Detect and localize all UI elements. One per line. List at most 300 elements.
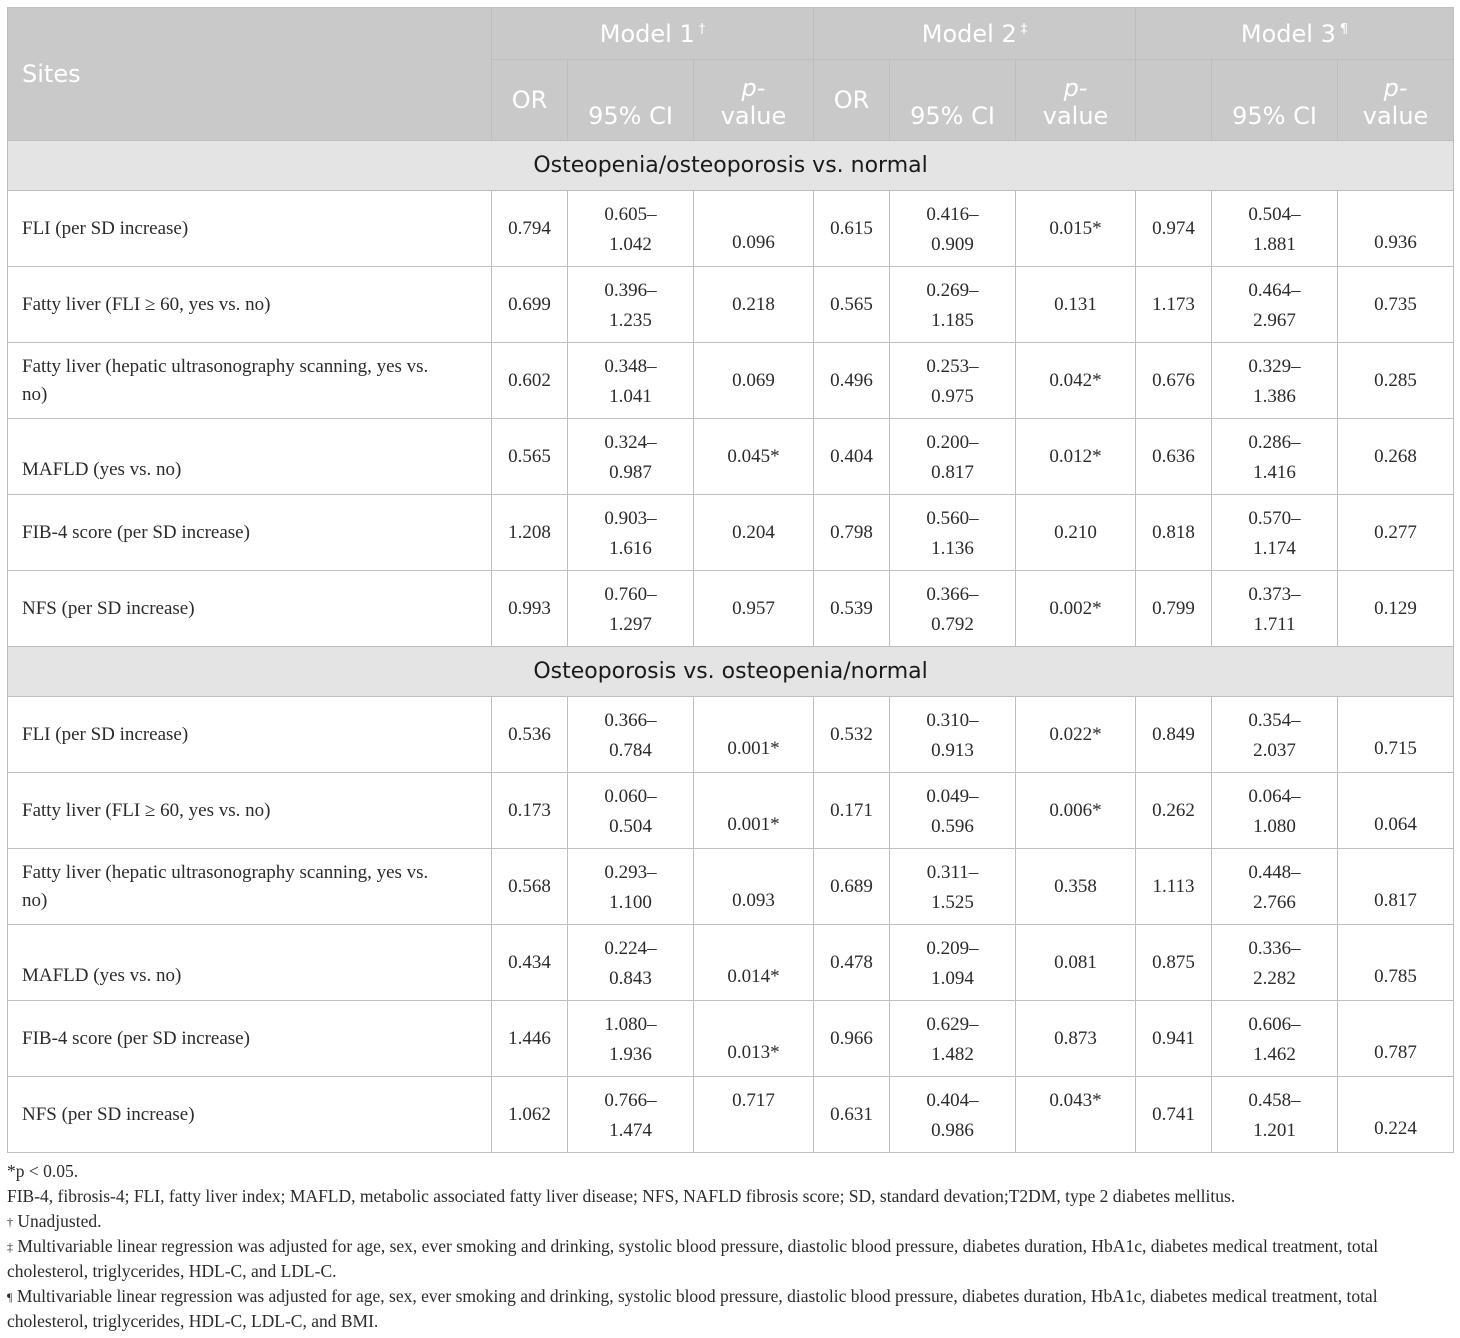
pvalue-text: 0.131 xyxy=(1054,293,1097,315)
cell-ci-model-3 xyxy=(1212,267,1338,343)
row-label xyxy=(8,773,492,849)
model-2-mark: ‡ xyxy=(1020,21,1028,37)
cell-or-model-1: 0.434 xyxy=(492,925,568,1001)
cell-ci-model-1 xyxy=(568,343,694,419)
pvalue-text: 0.218 xyxy=(732,293,775,315)
ci-upper: 1.474 xyxy=(609,1119,652,1141)
results-table-container xyxy=(7,7,1453,1334)
footnote-model-3 xyxy=(7,1284,1453,1334)
pvalue-text: 0.093 xyxy=(732,889,775,911)
ci-upper: 0.817 xyxy=(931,461,974,483)
subheader-pvalue-model-2 xyxy=(1016,60,1136,141)
ci-upper: 2.037 xyxy=(1253,739,1296,761)
ci-lower: 0.464– xyxy=(1248,279,1301,301)
ci-upper: 2.282 xyxy=(1253,967,1296,989)
ci-upper: 1.936 xyxy=(609,1043,652,1065)
ci-upper: 1.185 xyxy=(931,309,974,331)
ci-upper: 0.909 xyxy=(931,233,974,255)
pvalue-text: 0.001* xyxy=(727,737,780,759)
cell-ci-model-3 xyxy=(1212,925,1338,1001)
ci-upper: 1.525 xyxy=(931,891,974,913)
pvalue-text: 0.129 xyxy=(1374,597,1417,619)
ci-upper: 1.080 xyxy=(1253,815,1296,837)
ci-lower: 0.286– xyxy=(1248,431,1301,453)
cell-ci-model-2 xyxy=(890,495,1016,571)
pvalue-text: 0.285 xyxy=(1374,369,1417,391)
ci-upper: 0.784 xyxy=(609,739,652,761)
cell-pvalue-model-3 xyxy=(1338,1077,1454,1153)
cell-pvalue-model-3 xyxy=(1338,697,1454,773)
row-label xyxy=(8,419,492,495)
cell-or-model-2: 0.496 xyxy=(814,343,890,419)
cell-or-model-2: 0.171 xyxy=(814,773,890,849)
row-label xyxy=(8,925,492,1001)
subheader-or-model-1: OR xyxy=(492,60,568,141)
subheader-pvalue-label xyxy=(1338,74,1453,140)
subheader-value: value xyxy=(1362,102,1429,130)
table-row xyxy=(8,1077,1454,1153)
footnote-model-2-mark: ‡ xyxy=(7,1240,13,1254)
cell-or-model-3: 0.676 xyxy=(1136,343,1212,419)
cell-or-model-3: 0.941 xyxy=(1136,1001,1212,1077)
cell-or-model-2: 0.966 xyxy=(814,1001,890,1077)
ci-lower: 0.293– xyxy=(604,861,657,883)
cell-or-model-3: 0.799 xyxy=(1136,571,1212,647)
cell-ci-model-3 xyxy=(1212,191,1338,267)
table-row xyxy=(8,849,1454,925)
cell-pvalue-model-1 xyxy=(694,419,814,495)
ci-upper: 0.913 xyxy=(931,739,974,761)
pvalue-text: 0.873 xyxy=(1054,1027,1097,1049)
cell-pvalue-model-1 xyxy=(694,343,814,419)
pvalue-text: 0.224 xyxy=(1374,1117,1417,1139)
cell-or-model-2: 0.798 xyxy=(814,495,890,571)
row-label xyxy=(8,191,492,267)
footnotes xyxy=(7,1159,1453,1334)
ci-upper: 0.987 xyxy=(609,461,652,483)
ci-upper: 1.094 xyxy=(931,967,974,989)
pvalue-text: 0.043* xyxy=(1049,1089,1102,1111)
subheader-pvalue-model-3 xyxy=(1338,60,1454,141)
row-label-text: Fatty liver (hepatic ultrasonography scanning, yes vs. no) xyxy=(22,355,429,405)
pvalue-text: 0.787 xyxy=(1374,1041,1417,1063)
pvalue-text: 0.277 xyxy=(1374,521,1417,543)
cell-or-model-1: 0.602 xyxy=(492,343,568,419)
subheader-ci-label: 95% CI xyxy=(588,102,673,130)
footnote-model-1 xyxy=(7,1209,1453,1234)
subheader-ci-label: 95% CI xyxy=(1232,102,1317,130)
cell-ci-model-3 xyxy=(1212,571,1338,647)
ci-lower: 0.373– xyxy=(1248,583,1301,605)
ci-lower: 1.080– xyxy=(604,1013,657,1035)
results-table xyxy=(7,7,1454,1153)
cell-or-model-3: 1.113 xyxy=(1136,849,1212,925)
cell-ci-model-1 xyxy=(568,1077,694,1153)
row-label xyxy=(8,571,492,647)
ci-lower: 0.348– xyxy=(604,355,657,377)
ci-lower: 0.560– xyxy=(926,507,979,529)
model-1-label: Model 1 xyxy=(599,19,695,48)
row-label xyxy=(8,1077,492,1153)
cell-pvalue-model-3 xyxy=(1338,849,1454,925)
subheader-ci-model-3 xyxy=(1212,60,1338,141)
ci-lower: 0.404– xyxy=(926,1089,979,1111)
ci-upper: 1.386 xyxy=(1253,385,1296,407)
ci-lower: 0.903– xyxy=(604,507,657,529)
cell-ci-model-2 xyxy=(890,1077,1016,1153)
cell-ci-model-2 xyxy=(890,849,1016,925)
cell-or-model-1: 0.699 xyxy=(492,267,568,343)
cell-or-model-3: 0.849 xyxy=(1136,697,1212,773)
subheader-p: p- xyxy=(1383,74,1408,102)
footnote-model-2-text: Multivariable linear regression was adjusted for age, sex, ever smoking and drinking, systolic blood pressure, diastolic blood pressure, diabetes duration, HbA1c, diabetes medical treatment, total cholesterol, triglycerides, HDL-C, and LDL-C. xyxy=(7,1236,1379,1281)
header-sites-label: Sites xyxy=(22,60,81,88)
ci-lower: 0.200– xyxy=(926,431,979,453)
table-row xyxy=(8,571,1454,647)
ci-upper: 1.174 xyxy=(1253,537,1296,559)
cell-ci-model-3 xyxy=(1212,697,1338,773)
cell-ci-model-1 xyxy=(568,1001,694,1077)
row-label-text: NFS (per SD increase) xyxy=(22,597,195,619)
cell-ci-model-2 xyxy=(890,697,1016,773)
ci-upper: 0.504 xyxy=(609,815,652,837)
cell-ci-model-1 xyxy=(568,697,694,773)
table-row xyxy=(8,191,1454,267)
cell-pvalue-model-2 xyxy=(1016,925,1136,1001)
cell-pvalue-model-2 xyxy=(1016,419,1136,495)
table-row xyxy=(8,925,1454,1001)
ci-lower: 0.049– xyxy=(926,785,979,807)
pvalue-text: 0.735 xyxy=(1374,293,1417,315)
pvalue-text: 0.358 xyxy=(1054,875,1097,897)
cell-pvalue-model-2 xyxy=(1016,343,1136,419)
ci-upper: 1.042 xyxy=(609,233,652,255)
subheader-pvalue-label xyxy=(694,74,813,140)
cell-pvalue-model-1 xyxy=(694,925,814,1001)
cell-ci-model-1 xyxy=(568,849,694,925)
pvalue-text: 0.022* xyxy=(1049,723,1102,745)
cell-or-model-1: 0.173 xyxy=(492,773,568,849)
ci-lower: 0.269– xyxy=(926,279,979,301)
section-header-row xyxy=(8,141,1454,191)
cell-or-model-2: 0.532 xyxy=(814,697,890,773)
row-label-text: FLI (per SD increase) xyxy=(22,217,189,239)
cell-pvalue-model-2 xyxy=(1016,191,1136,267)
pvalue-text: 0.006* xyxy=(1049,799,1102,821)
ci-lower: 0.760– xyxy=(604,583,657,605)
footnote-model-1-mark: † xyxy=(7,1215,13,1229)
cell-ci-model-2 xyxy=(890,419,1016,495)
pvalue-text: 0.012* xyxy=(1049,445,1102,467)
cell-ci-model-3 xyxy=(1212,1077,1338,1153)
ci-upper: 0.596 xyxy=(931,815,974,837)
pvalue-text: 0.817 xyxy=(1374,889,1417,911)
cell-pvalue-model-3 xyxy=(1338,925,1454,1001)
ci-lower: 0.629– xyxy=(926,1013,979,1035)
cell-pvalue-model-1 xyxy=(694,697,814,773)
cell-or-model-1: 1.062 xyxy=(492,1077,568,1153)
cell-ci-model-2 xyxy=(890,191,1016,267)
pvalue-text: 0.014* xyxy=(727,965,780,987)
pvalue-text: 0.002* xyxy=(1049,597,1102,619)
cell-pvalue-model-1 xyxy=(694,1001,814,1077)
cell-ci-model-2 xyxy=(890,773,1016,849)
cell-pvalue-model-3 xyxy=(1338,267,1454,343)
ci-lower: 0.366– xyxy=(604,709,657,731)
pvalue-text: 0.785 xyxy=(1374,965,1417,987)
pvalue-text: 0.069 xyxy=(732,369,775,391)
cell-or-model-3: 0.741 xyxy=(1136,1077,1212,1153)
ci-lower: 0.766– xyxy=(604,1089,657,1111)
subheader-value: value xyxy=(1042,102,1109,130)
table-row xyxy=(8,267,1454,343)
row-label-text: FIB-4 score (per SD increase) xyxy=(22,1027,250,1049)
ci-upper: 1.881 xyxy=(1253,233,1296,255)
row-label xyxy=(8,1001,492,1077)
cell-pvalue-model-2 xyxy=(1016,571,1136,647)
cell-or-model-3: 0.818 xyxy=(1136,495,1212,571)
section-title: Osteoporosis vs. osteopenia/normal xyxy=(8,647,1454,697)
footnote-significance: *p < 0.05. xyxy=(7,1161,79,1181)
cell-ci-model-2 xyxy=(890,343,1016,419)
cell-pvalue-model-3 xyxy=(1338,191,1454,267)
row-label xyxy=(8,697,492,773)
cell-or-model-1: 1.208 xyxy=(492,495,568,571)
pvalue-text: 0.204 xyxy=(732,521,775,543)
cell-pvalue-model-1 xyxy=(694,495,814,571)
cell-pvalue-model-1 xyxy=(694,267,814,343)
cell-pvalue-model-1 xyxy=(694,773,814,849)
cell-ci-model-1 xyxy=(568,773,694,849)
ci-upper: 1.616 xyxy=(609,537,652,559)
pvalue-text: 0.210 xyxy=(1054,521,1097,543)
cell-ci-model-3 xyxy=(1212,343,1338,419)
ci-lower: 0.416– xyxy=(926,203,979,225)
pvalue-text: 0.717 xyxy=(732,1089,775,1111)
cell-pvalue-model-3 xyxy=(1338,1001,1454,1077)
ci-upper: 2.766 xyxy=(1253,891,1296,913)
cell-ci-model-3 xyxy=(1212,1001,1338,1077)
ci-lower: 0.224– xyxy=(604,937,657,959)
ci-upper: 1.041 xyxy=(609,385,652,407)
cell-or-model-1: 0.565 xyxy=(492,419,568,495)
cell-ci-model-3 xyxy=(1212,773,1338,849)
footnote-model-3-mark: ¶ xyxy=(7,1290,13,1304)
section-header-row xyxy=(8,647,1454,697)
ci-upper: 1.235 xyxy=(609,309,652,331)
cell-or-model-2: 0.631 xyxy=(814,1077,890,1153)
table-row xyxy=(8,1001,1454,1077)
subheader-p: p- xyxy=(1063,74,1088,102)
cell-or-model-2: 0.478 xyxy=(814,925,890,1001)
cell-pvalue-model-1 xyxy=(694,1077,814,1153)
pvalue-text: 0.042* xyxy=(1049,369,1102,391)
cell-ci-model-2 xyxy=(890,1001,1016,1077)
pvalue-text: 0.001* xyxy=(727,813,780,835)
cell-pvalue-model-3 xyxy=(1338,571,1454,647)
ci-lower: 0.060– xyxy=(604,785,657,807)
cell-or-model-2: 0.565 xyxy=(814,267,890,343)
row-label-text: Fatty liver (FLI ≥ 60, yes vs. no) xyxy=(22,293,271,315)
cell-or-model-3: 0.875 xyxy=(1136,925,1212,1001)
cell-ci-model-3 xyxy=(1212,849,1338,925)
cell-ci-model-2 xyxy=(890,925,1016,1001)
subheader-pvalue-model-1 xyxy=(694,60,814,141)
row-label-text: NFS (per SD increase) xyxy=(22,1103,195,1125)
ci-upper: 1.136 xyxy=(931,537,974,559)
cell-pvalue-model-3 xyxy=(1338,773,1454,849)
cell-pvalue-model-2 xyxy=(1016,1001,1136,1077)
cell-or-model-3: 1.173 xyxy=(1136,267,1212,343)
row-label xyxy=(8,849,492,925)
subheader-ci-label: 95% CI xyxy=(910,102,995,130)
ci-upper: 2.967 xyxy=(1253,309,1296,331)
subheader-or-model-3 xyxy=(1136,60,1212,141)
header-model-3 xyxy=(1136,8,1454,60)
ci-upper: 0.843 xyxy=(609,967,652,989)
pvalue-text: 0.013* xyxy=(727,1041,780,1063)
footnote-abbreviations: FIB-4, fibrosis-4; FLI, fatty liver index; MAFLD, metabolic associated fatty liver disease; NFS, NAFLD fibrosis score; SD, standard devation;T2DM, type 2 diabetes mellitus. xyxy=(7,1186,1236,1206)
row-label-text: FLI (per SD increase) xyxy=(22,723,189,745)
pvalue-text: 0.936 xyxy=(1374,231,1417,253)
ci-upper: 1.462 xyxy=(1253,1043,1296,1065)
ci-lower: 0.209– xyxy=(926,937,979,959)
header-model-2 xyxy=(814,8,1136,60)
ci-lower: 0.458– xyxy=(1248,1089,1301,1111)
header-model-1 xyxy=(492,8,814,60)
pvalue-text: 0.064 xyxy=(1374,813,1417,835)
ci-upper: 0.975 xyxy=(931,385,974,407)
ci-upper: 1.297 xyxy=(609,613,652,635)
ci-lower: 0.253– xyxy=(926,355,979,377)
ci-upper: 1.482 xyxy=(931,1043,974,1065)
footnote-model-1-text: Unadjusted. xyxy=(13,1211,102,1231)
row-label xyxy=(8,343,492,419)
subheader-ci-model-1 xyxy=(568,60,694,141)
section-title: Osteopenia/osteoporosis vs. normal xyxy=(8,141,1454,191)
pvalue-text: 0.957 xyxy=(732,597,775,619)
cell-pvalue-model-2 xyxy=(1016,697,1136,773)
footnote-model-2 xyxy=(7,1234,1453,1284)
cell-or-model-2: 0.689 xyxy=(814,849,890,925)
table-row xyxy=(8,343,1454,419)
cell-pvalue-model-2 xyxy=(1016,773,1136,849)
ci-lower: 0.366– xyxy=(926,583,979,605)
cell-pvalue-model-2 xyxy=(1016,1077,1136,1153)
pvalue-text: 0.268 xyxy=(1374,445,1417,467)
cell-ci-model-1 xyxy=(568,925,694,1001)
ci-lower: 0.064– xyxy=(1248,785,1301,807)
footnote-model-3-text: Multivariable linear regression was adjusted for age, sex, ever smoking and drinking, systolic blood pressure, diastolic blood pressure, diabetes duration, HbA1c, diabetes medical treatment, total cholesterol, triglycerides, HDL-C, LDL-C, and BMI. xyxy=(7,1286,1378,1331)
cell-pvalue-model-1 xyxy=(694,191,814,267)
row-label-text: MAFLD (yes vs. no) xyxy=(22,458,182,480)
row-label xyxy=(8,267,492,343)
table-row xyxy=(8,419,1454,495)
cell-or-model-1: 0.536 xyxy=(492,697,568,773)
ci-lower: 0.324– xyxy=(604,431,657,453)
cell-pvalue-model-3 xyxy=(1338,419,1454,495)
cell-ci-model-3 xyxy=(1212,419,1338,495)
cell-or-model-2: 0.404 xyxy=(814,419,890,495)
model-2-label: Model 2 xyxy=(921,19,1017,48)
pvalue-text: 0.045* xyxy=(727,445,780,467)
table-row xyxy=(8,495,1454,571)
cell-pvalue-model-3 xyxy=(1338,343,1454,419)
cell-pvalue-model-2 xyxy=(1016,267,1136,343)
table-row xyxy=(8,773,1454,849)
model-1-mark: † xyxy=(698,21,706,37)
ci-upper: 0.792 xyxy=(931,613,974,635)
cell-or-model-2: 0.539 xyxy=(814,571,890,647)
cell-or-model-1: 0.794 xyxy=(492,191,568,267)
row-label-text: Fatty liver (hepatic ultrasonography scanning, yes vs. no) xyxy=(22,861,429,911)
subheader-pvalue-label xyxy=(1016,74,1135,140)
table-row xyxy=(8,697,1454,773)
ci-lower: 0.310– xyxy=(926,709,979,731)
cell-or-model-1: 0.993 xyxy=(492,571,568,647)
row-label xyxy=(8,495,492,571)
cell-ci-model-1 xyxy=(568,267,694,343)
ci-lower: 0.396– xyxy=(604,279,657,301)
ci-lower: 0.504– xyxy=(1248,203,1301,225)
pvalue-text: 0.715 xyxy=(1374,737,1417,759)
cell-ci-model-3 xyxy=(1212,495,1338,571)
cell-pvalue-model-3 xyxy=(1338,495,1454,571)
ci-upper: 1.100 xyxy=(609,891,652,913)
ci-upper: 1.416 xyxy=(1253,461,1296,483)
cell-or-model-3: 0.636 xyxy=(1136,419,1212,495)
pvalue-text: 0.096 xyxy=(732,231,775,253)
cell-or-model-1: 0.568 xyxy=(492,849,568,925)
pvalue-text: 0.015* xyxy=(1049,217,1102,239)
ci-upper: 1.201 xyxy=(1253,1119,1296,1141)
ci-lower: 0.336– xyxy=(1248,937,1301,959)
cell-pvalue-model-2 xyxy=(1016,495,1136,571)
row-label-text: FIB-4 score (per SD increase) xyxy=(22,521,250,543)
cell-or-model-2: 0.615 xyxy=(814,191,890,267)
subheader-value: value xyxy=(720,102,787,130)
row-label-text: MAFLD (yes vs. no) xyxy=(22,964,182,986)
ci-upper: 1.711 xyxy=(1253,613,1296,635)
cell-ci-model-2 xyxy=(890,267,1016,343)
ci-lower: 0.311– xyxy=(926,861,979,883)
ci-lower: 0.605– xyxy=(604,203,657,225)
cell-ci-model-1 xyxy=(568,419,694,495)
ci-lower: 0.606– xyxy=(1248,1013,1301,1035)
cell-pvalue-model-1 xyxy=(694,849,814,925)
ci-lower: 0.570– xyxy=(1248,507,1301,529)
pvalue-text: 0.081 xyxy=(1054,951,1097,973)
subheader-ci-model-2 xyxy=(890,60,1016,141)
model-3-label: Model 3 xyxy=(1240,19,1336,48)
cell-ci-model-1 xyxy=(568,191,694,267)
model-3-mark: ¶ xyxy=(1339,21,1349,37)
ci-lower: 0.329– xyxy=(1248,355,1301,377)
cell-or-model-3: 0.262 xyxy=(1136,773,1212,849)
cell-or-model-1: 1.446 xyxy=(492,1001,568,1077)
cell-or-model-3: 0.974 xyxy=(1136,191,1212,267)
ci-upper: 0.986 xyxy=(931,1119,974,1141)
cell-pvalue-model-1 xyxy=(694,571,814,647)
row-label-text: Fatty liver (FLI ≥ 60, yes vs. no) xyxy=(22,799,271,821)
header-sites xyxy=(8,8,492,141)
cell-ci-model-1 xyxy=(568,495,694,571)
subheader-or-model-2: OR xyxy=(814,60,890,141)
ci-lower: 0.448– xyxy=(1248,861,1301,883)
ci-lower: 0.354– xyxy=(1248,709,1301,731)
cell-ci-model-2 xyxy=(890,571,1016,647)
cell-ci-model-1 xyxy=(568,571,694,647)
